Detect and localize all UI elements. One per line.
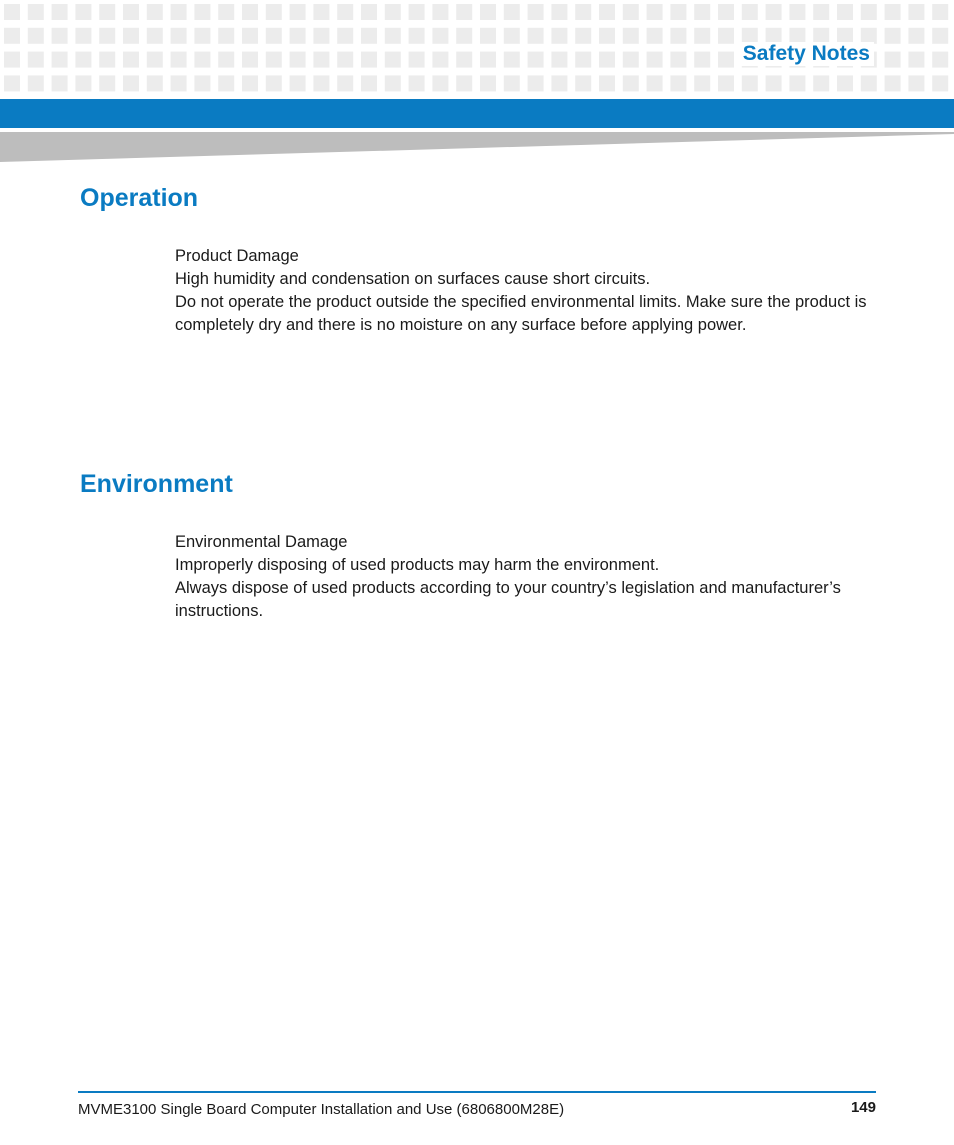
pattern-square [266, 4, 282, 20]
pattern-square [171, 52, 187, 68]
pattern-square [599, 75, 615, 91]
pattern-square [171, 75, 187, 91]
pattern-square [266, 75, 282, 91]
pattern-square [218, 28, 234, 44]
pattern-square [575, 75, 591, 91]
notice-line: High humidity and condensation on surfaces cause short circuits. [175, 270, 651, 288]
pattern-square [242, 28, 258, 44]
pattern-square [290, 4, 306, 20]
pattern-square [28, 4, 44, 20]
pattern-square [409, 52, 425, 68]
pattern-square [694, 52, 710, 68]
pattern-square [504, 75, 520, 91]
pattern-square [551, 4, 567, 20]
pattern-square [313, 75, 329, 91]
pattern-square [908, 28, 924, 44]
pattern-square [409, 28, 425, 44]
pattern-square [528, 75, 544, 91]
pattern-square [908, 52, 924, 68]
pattern-square [575, 4, 591, 20]
pattern-square [409, 75, 425, 91]
pattern-square [337, 52, 353, 68]
pattern-square [456, 75, 472, 91]
pattern-square [766, 4, 782, 20]
pattern-square [623, 52, 639, 68]
pattern-square [932, 75, 948, 91]
pattern-square [337, 28, 353, 44]
pattern-square [313, 52, 329, 68]
pattern-square [432, 28, 448, 44]
pattern-square [313, 28, 329, 44]
pattern-square [718, 28, 734, 44]
pattern-square [242, 52, 258, 68]
pattern-square [766, 75, 782, 91]
pattern-square [480, 75, 496, 91]
pattern-square [313, 4, 329, 20]
pattern-square [99, 52, 115, 68]
pattern-square [718, 4, 734, 20]
pattern-square [75, 28, 91, 44]
pattern-square [813, 75, 829, 91]
pattern-square [385, 28, 401, 44]
pattern-square [123, 75, 139, 91]
pattern-square [837, 4, 853, 20]
pattern-square [99, 28, 115, 44]
running-header-title: Safety Notes [739, 42, 874, 66]
pattern-square [218, 75, 234, 91]
header-blue-band [0, 99, 954, 128]
pattern-square [908, 75, 924, 91]
pattern-square [575, 52, 591, 68]
pattern-square [75, 52, 91, 68]
pattern-square [337, 75, 353, 91]
pattern-square [718, 75, 734, 91]
notice-title: Environmental Damage [175, 533, 348, 551]
pattern-square [99, 4, 115, 20]
pattern-square [147, 75, 163, 91]
pattern-square [623, 4, 639, 20]
pattern-square [147, 52, 163, 68]
footer-rule [78, 1091, 876, 1093]
pattern-square [385, 75, 401, 91]
pattern-square [456, 52, 472, 68]
pattern-square [885, 4, 901, 20]
pattern-square [908, 4, 924, 20]
section-heading-environment: Environment [80, 470, 233, 498]
pattern-square [28, 75, 44, 91]
page-number: 149 [850, 1099, 876, 1116]
pattern-square [647, 75, 663, 91]
pattern-square [4, 4, 20, 20]
notice-title: Product Damage [175, 247, 299, 265]
pattern-square [480, 4, 496, 20]
section-heading-operation: Operation [80, 184, 199, 212]
pattern-square [694, 4, 710, 20]
pattern-square [456, 28, 472, 44]
notice-block-operation [175, 245, 880, 337]
pattern-square [361, 75, 377, 91]
pattern-square [290, 28, 306, 44]
pattern-square [123, 4, 139, 20]
notice-block-environment [175, 531, 880, 623]
header-grey-wedge [0, 130, 954, 164]
pattern-square [789, 75, 805, 91]
pattern-square [694, 75, 710, 91]
pattern-square [694, 28, 710, 44]
pattern-square [242, 4, 258, 20]
pattern-square [432, 52, 448, 68]
pattern-square [789, 4, 805, 20]
pattern-square [623, 75, 639, 91]
pattern-square [528, 4, 544, 20]
pattern-square [194, 4, 210, 20]
pattern-square [242, 75, 258, 91]
pattern-square [932, 4, 948, 20]
pattern-square [75, 4, 91, 20]
pattern-square [123, 52, 139, 68]
pattern-square [885, 75, 901, 91]
pattern-square [4, 75, 20, 91]
pattern-square [432, 4, 448, 20]
pattern-square [266, 28, 282, 44]
pattern-square [409, 4, 425, 20]
pattern-square [551, 28, 567, 44]
pattern-square [218, 4, 234, 20]
notice-line: Always dispose of used products according to your country’s legislation and manufacturer’s instructions. [175, 579, 841, 620]
pattern-square [647, 52, 663, 68]
pattern-square [885, 28, 901, 44]
pattern-square [813, 4, 829, 20]
pattern-square [385, 4, 401, 20]
pattern-square [932, 52, 948, 68]
pattern-square [194, 28, 210, 44]
pattern-square [28, 28, 44, 44]
pattern-square [742, 4, 758, 20]
pattern-square [147, 28, 163, 44]
pattern-square [171, 4, 187, 20]
pattern-square [670, 75, 686, 91]
pattern-square [147, 4, 163, 20]
pattern-square [647, 28, 663, 44]
pattern-square [28, 52, 44, 68]
pattern-square [290, 52, 306, 68]
pattern-square [504, 4, 520, 20]
pattern-square [52, 52, 68, 68]
pattern-square [599, 4, 615, 20]
pattern-square [932, 28, 948, 44]
notice-line: Improperly disposing of used products may harm the environment. [175, 556, 660, 574]
pattern-square [599, 52, 615, 68]
pattern-square [885, 52, 901, 68]
pattern-square [361, 4, 377, 20]
pattern-square [52, 28, 68, 44]
pattern-square [99, 75, 115, 91]
pattern-square [623, 28, 639, 44]
pattern-square [575, 28, 591, 44]
pattern-square [194, 52, 210, 68]
pattern-square [4, 28, 20, 44]
pattern-square [194, 75, 210, 91]
pattern-square [861, 75, 877, 91]
pattern-square [837, 75, 853, 91]
pattern-square [432, 75, 448, 91]
pattern-square [480, 28, 496, 44]
pattern-square [742, 75, 758, 91]
pattern-square [551, 52, 567, 68]
pattern-square [861, 4, 877, 20]
pattern-square [75, 75, 91, 91]
pattern-square [647, 4, 663, 20]
pattern-square [385, 52, 401, 68]
pattern-square [52, 4, 68, 20]
pattern-square [266, 52, 282, 68]
notice-line: Do not operate the product outside the specified environmental limits. Make sure the product is completely dry and there is no moisture on any surface before applying power. [175, 293, 867, 334]
pattern-square [504, 52, 520, 68]
pattern-square [218, 52, 234, 68]
pattern-square [171, 28, 187, 44]
pattern-square [504, 28, 520, 44]
pattern-square [480, 52, 496, 68]
pattern-square [670, 28, 686, 44]
pattern-square [528, 28, 544, 44]
pattern-square [4, 52, 20, 68]
pattern-square [718, 52, 734, 68]
pattern-square [551, 75, 567, 91]
pattern-square [670, 4, 686, 20]
pattern-square [52, 75, 68, 91]
pattern-square [361, 52, 377, 68]
footer-document-title: MVME3100 Single Board Computer Installation and Use (6806800M28E) [78, 1101, 565, 1118]
pattern-square [670, 52, 686, 68]
pattern-square [290, 75, 306, 91]
pattern-square [337, 4, 353, 20]
pattern-square [528, 52, 544, 68]
pattern-square [123, 28, 139, 44]
pattern-square [456, 4, 472, 20]
pattern-square [361, 28, 377, 44]
pattern-square [599, 28, 615, 44]
